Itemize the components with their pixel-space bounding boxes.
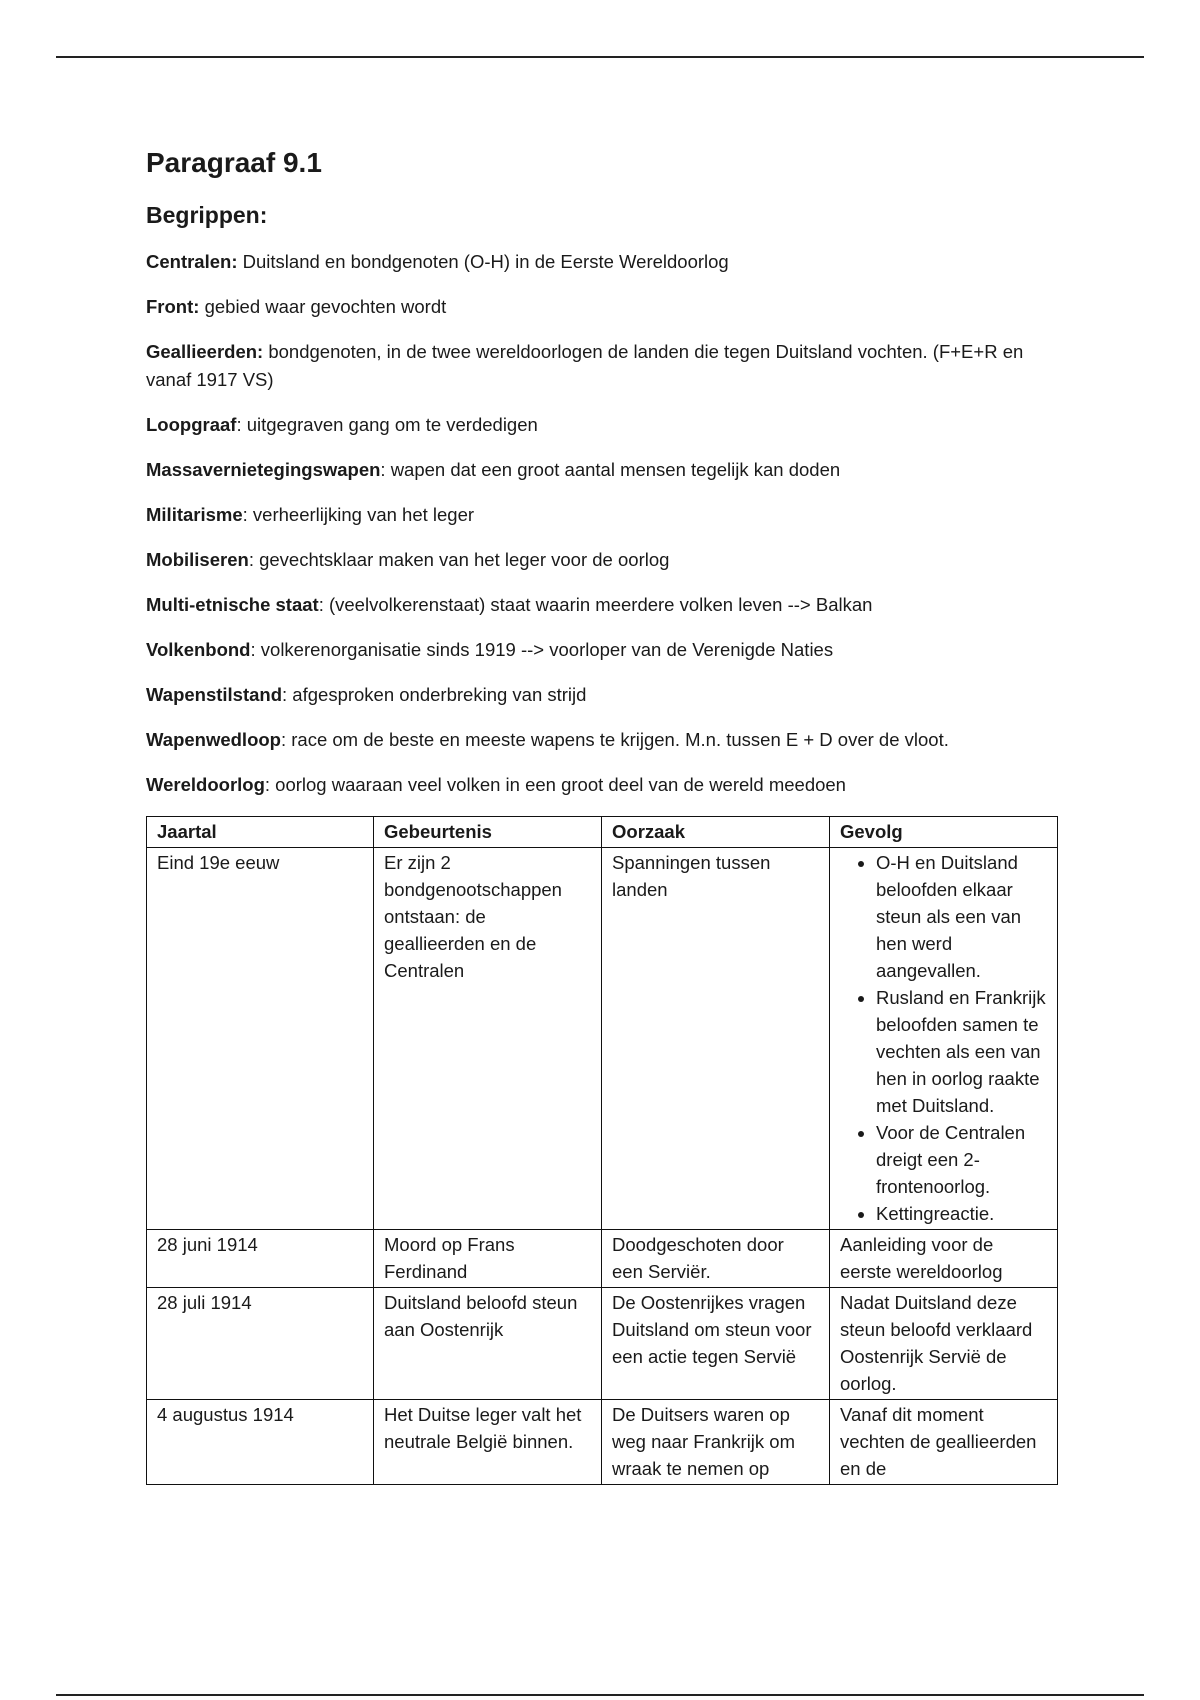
term-label: Centralen: bbox=[146, 251, 238, 273]
term-label: Geallieerden: bbox=[146, 341, 264, 363]
term-item bbox=[146, 411, 1066, 439]
term-item bbox=[146, 591, 1066, 619]
term-item bbox=[146, 456, 1066, 484]
cell-oorzaak: Spanningen tussen landen bbox=[602, 848, 830, 1230]
page-content bbox=[146, 146, 1066, 1485]
term-label: Multi-etnische staat bbox=[146, 594, 319, 616]
term-label: Wapenstilstand bbox=[146, 684, 283, 706]
cell-gevolg: Vanaf dit moment vechten de geallieerden en de bbox=[830, 1400, 1058, 1485]
term-item bbox=[146, 636, 1066, 664]
term-definition: : race om de beste en meeste wapens te krijgen. M.n. tussen E + D over de vloot. bbox=[280, 729, 949, 751]
cell-gebeurtenis: Er zijn 2 bondgenootschappen ontstaan: de geallieerden en de Centralen bbox=[374, 848, 602, 1230]
gevolg-list bbox=[840, 849, 1047, 1227]
term-definition: : wapen dat een groot aantal mensen tegelijk kan doden bbox=[380, 459, 841, 481]
page-title: Paragraaf 9.1 bbox=[146, 147, 322, 178]
term-item bbox=[146, 771, 1066, 799]
term-item bbox=[146, 501, 1066, 529]
term-label: Mobiliseren bbox=[146, 549, 249, 571]
term-definition: gebied waar gevochten wordt bbox=[199, 296, 447, 318]
term-label: Massavernietegingswapen bbox=[146, 459, 381, 481]
term-definition: : oorlog waaraan veel volken in een groot deel van de wereld meedoen bbox=[264, 774, 846, 796]
timeline-table bbox=[146, 816, 1058, 1485]
term-item bbox=[146, 293, 1066, 321]
cell-jaartal: 4 augustus 1914 bbox=[147, 1400, 374, 1485]
term-definition: : (veelvolkerenstaat) staat waarin meerdere volken leven --> Balkan bbox=[318, 594, 873, 616]
term-item bbox=[146, 338, 1066, 394]
term-definition: : gevechtsklaar maken van het leger voor de oorlog bbox=[248, 549, 670, 571]
list-item: • Voor de Centralen dreigt een 2-frontenoorlog. bbox=[876, 1119, 1047, 1200]
term-item bbox=[146, 546, 1066, 574]
term-definition: : afgesproken onderbreking van strijd bbox=[282, 684, 587, 706]
cell-jaartal: Eind 19e eeuw bbox=[147, 848, 374, 1230]
cell-gevolg: Aanleiding voor de eerste wereldoorlog bbox=[830, 1230, 1058, 1288]
cell-oorzaak: De Duitsers waren op weg naar Frankrijk om wraak te nemen op bbox=[602, 1400, 830, 1485]
bottom-rule bbox=[56, 1694, 1144, 1696]
header-gevolg: Gevolg bbox=[830, 817, 1058, 848]
term-item bbox=[146, 681, 1066, 709]
cell-jaartal: 28 juni 1914 bbox=[147, 1230, 374, 1288]
header-jaartal: Jaartal bbox=[147, 817, 374, 848]
term-label: Loopgraaf bbox=[146, 414, 237, 436]
section-heading: Begrippen: bbox=[146, 201, 268, 228]
table-row bbox=[147, 1230, 1058, 1288]
cell-oorzaak: De Oostenrijkes vragen Duitsland om steun voor een actie tegen Servië bbox=[602, 1288, 830, 1400]
term-label: Wapenwedloop bbox=[146, 729, 281, 751]
term-definition: Duitsland en bondgenoten (O-H) in de Eerste Wereldoorlog bbox=[237, 251, 729, 273]
term-definition: : verheerlijking van het leger bbox=[242, 504, 475, 526]
cell-gebeurtenis: Duitsland beloofd steun aan Oostenrijk bbox=[374, 1288, 602, 1400]
term-definition: : volkerenorganisatie sinds 1919 --> voorloper van de Verenigde Naties bbox=[250, 639, 834, 661]
top-rule bbox=[56, 56, 1144, 58]
term-label: Militarisme bbox=[146, 504, 243, 526]
terms-list bbox=[146, 248, 1066, 799]
cell-gevolg: Nadat Duitsland deze steun beloofd verklaard Oostenrijk Servië de oorlog. bbox=[830, 1288, 1058, 1400]
list-item: • O-H en Duitsland beloofden elkaar steun als een van hen werd aangevallen. bbox=[876, 849, 1047, 984]
term-definition: : uitgegraven gang om te verdedigen bbox=[236, 414, 538, 436]
header-oorzaak: Oorzaak bbox=[602, 817, 830, 848]
table-row bbox=[147, 848, 1058, 1230]
term-label: Wereldoorlog bbox=[146, 774, 265, 796]
term-label: Volkenbond bbox=[146, 639, 251, 661]
table-header-row bbox=[147, 817, 1058, 848]
table-row bbox=[147, 1400, 1058, 1485]
cell-gevolg bbox=[830, 848, 1058, 1230]
term-item bbox=[146, 248, 1066, 276]
table-row bbox=[147, 1288, 1058, 1400]
cell-oorzaak: Doodgeschoten door een Serviër. bbox=[602, 1230, 830, 1288]
cell-gebeurtenis: Het Duitse leger valt het neutrale België binnen. bbox=[374, 1400, 602, 1485]
list-item: • Rusland en Frankrijk beloofden samen te vechten als een van hen in oorlog raakte met Duitsland. bbox=[876, 984, 1047, 1119]
term-label: Front: bbox=[146, 296, 200, 318]
header-gebeurtenis: Gebeurtenis bbox=[374, 817, 602, 848]
list-item: • Kettingreactie. bbox=[876, 1200, 1047, 1227]
term-definition: bondgenoten, in de twee wereldoorlogen de landen die tegen Duitsland vochten. (F+E+R en vanaf 1917 VS) bbox=[146, 341, 1024, 391]
cell-jaartal: 28 juli 1914 bbox=[147, 1288, 374, 1400]
cell-gebeurtenis: Moord op Frans Ferdinand bbox=[374, 1230, 602, 1288]
term-item bbox=[146, 726, 1066, 754]
